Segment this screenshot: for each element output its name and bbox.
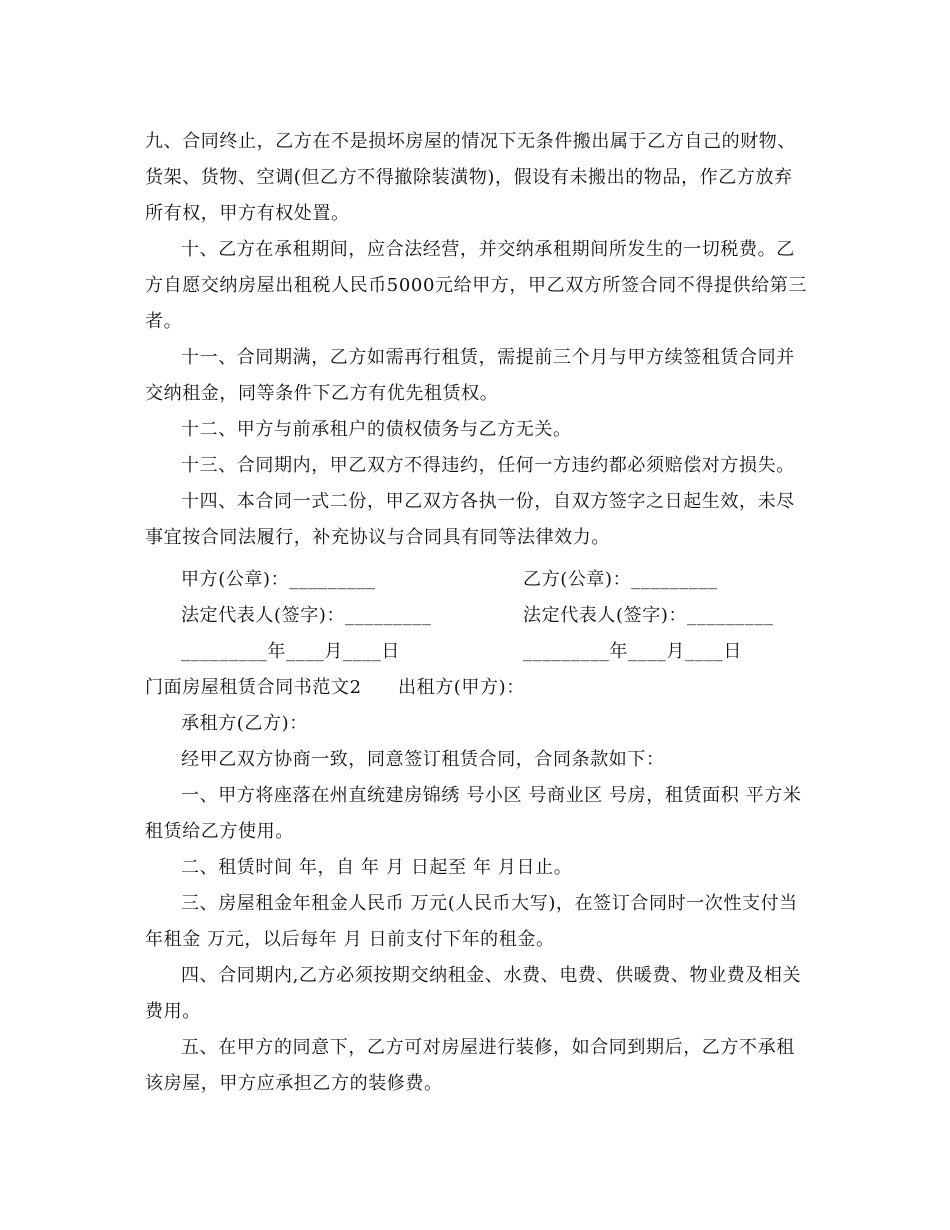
clause-10: 十、乙方在承租期间，应合法经营，并交纳承租期间所发生的一切税费。乙方自愿交纳房屋出租税人民币5000元给甲方，甲乙双方所签合同不得提供给第三者。 (145, 239, 808, 332)
party-b-seal: 乙方(公章)：_________ (523, 569, 718, 590)
party-b-representative: 法定代表人(签字)：_________ (523, 605, 774, 626)
contract-intro: 经甲乙双方协商一致，同意签订租赁合同，合同条款如下： (181, 749, 665, 770)
party-b-date: _________年____月____日 (523, 641, 742, 662)
clause-13: 十三、合同期内，甲乙双方不得违约，任何一方违约都必须赔偿对方损失。 (181, 455, 795, 476)
second-contract-title: 门面房屋租赁合同书范文2 (145, 677, 362, 698)
party-a-seal: 甲方(公章)：_________ (181, 569, 376, 590)
article-2: 二、租赁时间 年，自 年 月 日起至 年 月日止。 (181, 857, 573, 878)
clause-14: 十四、本合同一式二份，甲乙双方各执一份，自双方签字之日起生效，未尽事宜按合同法履行，补充协议与合同具有同等法律效力。 (145, 491, 795, 548)
lessor-label: 出租方(甲方)： (398, 677, 525, 698)
article-5: 五、在甲方的同意下，乙方可对房屋进行装修，如合同到期后，乙方不承租该房屋，甲方应承担乙方的装修费。 (145, 1037, 795, 1094)
party-a-date: _________年____月____日 (181, 641, 400, 662)
party-a-representative: 法定代表人(签字)：_________ (181, 605, 432, 626)
article-4: 四、合同期内,乙方必须按期交纳租金、水费、电费、供暖费、物业费及相关费用。 (145, 965, 802, 1022)
clause-12: 十二、甲方与前承租户的债权债务与乙方无关。 (181, 419, 572, 440)
article-1: 一、甲方将座落在州直统建房锦绣 号小区 号商业区 号房，租赁面积 平方米租赁给乙方使用。 (145, 785, 802, 842)
clause-11: 十一、合同期满，乙方如需再行租赁，需提前三个月与甲方续签租赁合同并交纳租金，同等条件下乙方有优先租赁权。 (145, 347, 795, 404)
article-3: 三、房屋租金年租金人民币 万元(人民币大写)，在签订合同时一次性支付当年租金 万元，以后每年 月 日前支付下年的租金。 (145, 893, 798, 950)
lessee-label: 承租方(乙方)： (181, 713, 308, 734)
clause-9: 九、合同终止，乙方在不是损坏房屋的情况下无条件搬出属于乙方自己的财物、货架、货物、空调(但乙方不得撤除装潢物)，假设有未搬出的物品，作乙方放弃所有权，甲方有权处置。 (145, 131, 796, 224)
